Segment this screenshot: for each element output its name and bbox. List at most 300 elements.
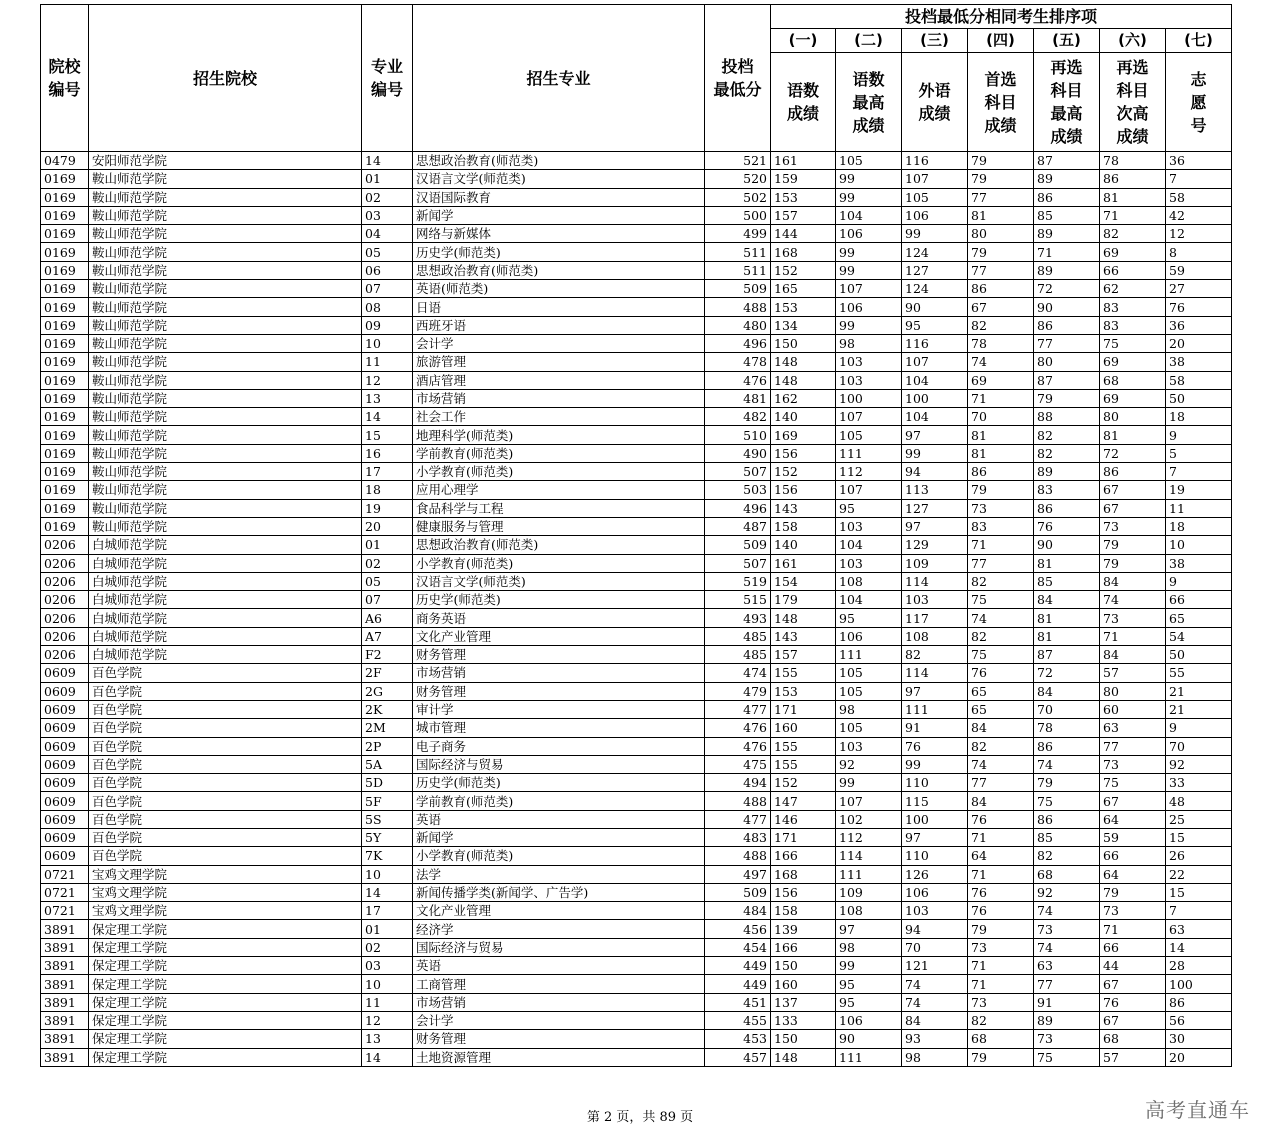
- cell-score-3: 117: [902, 609, 968, 627]
- cell-school-code: 0609: [41, 719, 89, 737]
- cell-min-score: 496: [705, 334, 771, 352]
- cell-score-6: 75: [1100, 334, 1166, 352]
- table-row: [41, 646, 1232, 664]
- cell-school-code: 0721: [41, 902, 89, 920]
- cell-score-6: 84: [1100, 646, 1166, 664]
- cell-score-2: 102: [836, 810, 902, 828]
- cell-school-code: 0206: [41, 646, 89, 664]
- cell-major-name: 健康服务与管理: [413, 517, 705, 535]
- cell-score-2: 104: [836, 536, 902, 554]
- cell-school-code: 0206: [41, 572, 89, 590]
- cell-score-3: 110: [902, 774, 968, 792]
- cell-major-name: 新闻传播学类(新闻学、广告学): [413, 883, 705, 901]
- cell-school-name: 鞍山师范学院: [89, 243, 362, 261]
- table-row: [41, 572, 1232, 590]
- cell-major-code: 5D: [362, 774, 413, 792]
- cell-score-7: 33: [1166, 774, 1232, 792]
- cell-major-code: 17: [362, 902, 413, 920]
- cell-major-code: 01: [362, 536, 413, 554]
- cell-score-5: 89: [1034, 170, 1100, 188]
- cell-score-3: 113: [902, 481, 968, 499]
- cell-major-name: 小学教育(师范类): [413, 463, 705, 481]
- cell-score-5: 70: [1034, 700, 1100, 718]
- cell-score-4: 84: [968, 719, 1034, 737]
- cell-score-4: 73: [968, 499, 1034, 517]
- cell-min-score: 456: [705, 920, 771, 938]
- cell-major-name: 城市管理: [413, 719, 705, 737]
- cell-score-1: 160: [771, 719, 836, 737]
- cell-school-code: 0169: [41, 517, 89, 535]
- cell-score-1: 139: [771, 920, 836, 938]
- cell-score-1: 153: [771, 682, 836, 700]
- header-tiebreak-num: (五): [1034, 29, 1100, 53]
- cell-school-name: 宝鸡文理学院: [89, 902, 362, 920]
- cell-score-2: 104: [836, 206, 902, 224]
- cell-major-name: 网络与新媒体: [413, 225, 705, 243]
- cell-major-code: 10: [362, 975, 413, 993]
- cell-major-code: 5S: [362, 810, 413, 828]
- table-body: [41, 152, 1232, 1067]
- cell-major-code: 5A: [362, 755, 413, 773]
- cell-school-name: 鞍山师范学院: [89, 389, 362, 407]
- cell-major-code: 14: [362, 152, 413, 170]
- cell-score-3: 111: [902, 700, 968, 718]
- cell-score-4: 77: [968, 261, 1034, 279]
- cell-score-3: 116: [902, 152, 968, 170]
- cell-score-5: 89: [1034, 261, 1100, 279]
- cell-score-1: 158: [771, 517, 836, 535]
- cell-score-4: 86: [968, 463, 1034, 481]
- cell-school-code: 0169: [41, 444, 89, 462]
- cell-score-7: 42: [1166, 206, 1232, 224]
- cell-score-2: 114: [836, 847, 902, 865]
- cell-score-3: 93: [902, 1030, 968, 1048]
- cell-school-code: 0169: [41, 408, 89, 426]
- cell-school-name: 鞍山师范学院: [89, 261, 362, 279]
- cell-score-6: 81: [1100, 426, 1166, 444]
- cell-school-name: 鞍山师范学院: [89, 298, 362, 316]
- cell-school-code: 0609: [41, 664, 89, 682]
- cell-score-6: 44: [1100, 957, 1166, 975]
- cell-score-5: 73: [1034, 920, 1100, 938]
- cell-major-code: 04: [362, 225, 413, 243]
- cell-score-4: 81: [968, 426, 1034, 444]
- cell-major-name: 汉语言文学(师范类): [413, 170, 705, 188]
- cell-score-1: 143: [771, 499, 836, 517]
- header-major-code: 专业 编号: [362, 5, 413, 152]
- cell-major-name: 小学教育(师范类): [413, 554, 705, 572]
- cell-score-4: 73: [968, 993, 1034, 1011]
- cell-score-2: 99: [836, 316, 902, 334]
- cell-score-1: 168: [771, 865, 836, 883]
- cell-school-code: 0169: [41, 243, 89, 261]
- cell-major-name: 法学: [413, 865, 705, 883]
- cell-score-2: 90: [836, 1030, 902, 1048]
- cell-score-1: 133: [771, 1011, 836, 1029]
- table-row: [41, 206, 1232, 224]
- cell-score-4: 73: [968, 938, 1034, 956]
- cell-min-score: 484: [705, 902, 771, 920]
- cell-score-5: 84: [1034, 591, 1100, 609]
- cell-min-score: 478: [705, 353, 771, 371]
- cell-score-4: 83: [968, 517, 1034, 535]
- cell-score-7: 58: [1166, 188, 1232, 206]
- cell-score-5: 88: [1034, 408, 1100, 426]
- cell-score-1: 153: [771, 298, 836, 316]
- cell-score-6: 79: [1100, 554, 1166, 572]
- cell-school-code: 0169: [41, 353, 89, 371]
- cell-score-6: 69: [1100, 389, 1166, 407]
- cell-score-7: 54: [1166, 627, 1232, 645]
- cell-score-1: 148: [771, 609, 836, 627]
- cell-min-score: 487: [705, 517, 771, 535]
- cell-school-name: 鞍山师范学院: [89, 408, 362, 426]
- cell-score-1: 137: [771, 993, 836, 1011]
- cell-score-7: 48: [1166, 792, 1232, 810]
- header-tiebreak-label: 外语 成绩: [902, 53, 968, 152]
- cell-score-1: 154: [771, 572, 836, 590]
- cell-score-7: 56: [1166, 1011, 1232, 1029]
- table-row: [41, 316, 1232, 334]
- cell-score-3: 127: [902, 261, 968, 279]
- cell-score-3: 106: [902, 883, 968, 901]
- cell-min-score: 457: [705, 1048, 771, 1066]
- cell-school-name: 百色学院: [89, 719, 362, 737]
- cell-school-name: 鞍山师范学院: [89, 444, 362, 462]
- header-tiebreak-num: (二): [836, 29, 902, 53]
- header-tiebreak-label: 再选 科目 次高 成绩: [1100, 53, 1166, 152]
- cell-score-2: 111: [836, 444, 902, 462]
- cell-score-7: 9: [1166, 426, 1232, 444]
- table-row: [41, 152, 1232, 170]
- cell-score-3: 97: [902, 828, 968, 846]
- cell-score-5: 75: [1034, 792, 1100, 810]
- cell-score-2: 92: [836, 755, 902, 773]
- cell-school-name: 百色学院: [89, 847, 362, 865]
- table-row: [41, 408, 1232, 426]
- cell-score-1: 162: [771, 389, 836, 407]
- table-row: [41, 481, 1232, 499]
- cell-min-score: 449: [705, 975, 771, 993]
- cell-score-2: 107: [836, 280, 902, 298]
- cell-school-code: 3891: [41, 957, 89, 975]
- cell-school-code: 3891: [41, 938, 89, 956]
- cell-major-code: 15: [362, 426, 413, 444]
- cell-score-3: 127: [902, 499, 968, 517]
- cell-major-code: 2F: [362, 664, 413, 682]
- cell-score-6: 62: [1100, 280, 1166, 298]
- cell-min-score: 520: [705, 170, 771, 188]
- cell-score-7: 70: [1166, 737, 1232, 755]
- cell-score-3: 97: [902, 682, 968, 700]
- cell-score-2: 99: [836, 170, 902, 188]
- table-row: [41, 261, 1232, 279]
- cell-score-1: 146: [771, 810, 836, 828]
- cell-score-3: 114: [902, 664, 968, 682]
- table-row: [41, 883, 1232, 901]
- cell-major-name: 英语(师范类): [413, 280, 705, 298]
- cell-major-name: 国际经济与贸易: [413, 755, 705, 773]
- cell-score-2: 103: [836, 371, 902, 389]
- cell-score-2: 99: [836, 243, 902, 261]
- cell-min-score: 481: [705, 389, 771, 407]
- cell-score-6: 67: [1100, 499, 1166, 517]
- cell-school-code: 0169: [41, 280, 89, 298]
- cell-major-name: 审计学: [413, 700, 705, 718]
- cell-score-6: 74: [1100, 591, 1166, 609]
- cell-major-code: 13: [362, 1030, 413, 1048]
- cell-school-name: 宝鸡文理学院: [89, 883, 362, 901]
- table-row: [41, 225, 1232, 243]
- cell-school-code: 0609: [41, 755, 89, 773]
- cell-score-5: 81: [1034, 627, 1100, 645]
- cell-school-code: 0169: [41, 426, 89, 444]
- cell-major-name: 财务管理: [413, 682, 705, 700]
- cell-score-2: 105: [836, 426, 902, 444]
- cell-school-code: 0721: [41, 865, 89, 883]
- cell-score-1: 140: [771, 536, 836, 554]
- cell-major-name: 市场营销: [413, 664, 705, 682]
- cell-score-4: 82: [968, 737, 1034, 755]
- cell-score-7: 30: [1166, 1030, 1232, 1048]
- cell-score-7: 20: [1166, 1048, 1232, 1066]
- table-row: [41, 828, 1232, 846]
- cell-min-score: 494: [705, 774, 771, 792]
- cell-major-code: 10: [362, 334, 413, 352]
- table-row: [41, 1011, 1232, 1029]
- cell-school-code: 0169: [41, 316, 89, 334]
- cell-score-6: 77: [1100, 737, 1166, 755]
- cell-score-5: 90: [1034, 298, 1100, 316]
- cell-score-3: 129: [902, 536, 968, 554]
- cell-score-7: 55: [1166, 664, 1232, 682]
- cell-school-code: 0609: [41, 810, 89, 828]
- table-row: [41, 902, 1232, 920]
- cell-score-7: 86: [1166, 993, 1232, 1011]
- cell-min-score: 479: [705, 682, 771, 700]
- cell-score-7: 19: [1166, 481, 1232, 499]
- cell-score-7: 15: [1166, 828, 1232, 846]
- cell-score-4: 81: [968, 444, 1034, 462]
- cell-score-6: 57: [1100, 664, 1166, 682]
- cell-school-name: 鞍山师范学院: [89, 426, 362, 444]
- cell-score-5: 77: [1034, 334, 1100, 352]
- table-row: [41, 499, 1232, 517]
- cell-major-code: A6: [362, 609, 413, 627]
- table-row: [41, 1030, 1232, 1048]
- cell-score-6: 83: [1100, 298, 1166, 316]
- cell-score-3: 99: [902, 444, 968, 462]
- cell-score-3: 100: [902, 389, 968, 407]
- cell-score-4: 81: [968, 206, 1034, 224]
- cell-major-code: 02: [362, 554, 413, 572]
- cell-major-name: 食品科学与工程: [413, 499, 705, 517]
- cell-school-name: 百色学院: [89, 810, 362, 828]
- cell-score-6: 71: [1100, 206, 1166, 224]
- cell-score-2: 109: [836, 883, 902, 901]
- header-tiebreak-label: 语数 成绩: [771, 53, 836, 152]
- cell-min-score: 499: [705, 225, 771, 243]
- cell-score-5: 86: [1034, 316, 1100, 334]
- cell-score-5: 74: [1034, 755, 1100, 773]
- cell-score-1: 150: [771, 1030, 836, 1048]
- cell-score-1: 155: [771, 664, 836, 682]
- cell-score-6: 66: [1100, 938, 1166, 956]
- cell-score-7: 10: [1166, 536, 1232, 554]
- cell-major-code: 11: [362, 993, 413, 1011]
- cell-major-name: 日语: [413, 298, 705, 316]
- cell-school-name: 保定理工学院: [89, 1048, 362, 1066]
- cell-major-name: 财务管理: [413, 1030, 705, 1048]
- table-row: [41, 463, 1232, 481]
- cell-score-7: 5: [1166, 444, 1232, 462]
- cell-score-2: 111: [836, 646, 902, 664]
- cell-score-5: 85: [1034, 206, 1100, 224]
- cell-score-2: 103: [836, 737, 902, 755]
- cell-score-4: 68: [968, 1030, 1034, 1048]
- cell-score-4: 71: [968, 536, 1034, 554]
- cell-score-6: 64: [1100, 810, 1166, 828]
- cell-score-7: 50: [1166, 389, 1232, 407]
- cell-score-1: 134: [771, 316, 836, 334]
- header-school-code: 院校 编号: [41, 5, 89, 152]
- cell-major-code: 02: [362, 188, 413, 206]
- table-row: [41, 719, 1232, 737]
- cell-score-7: 38: [1166, 554, 1232, 572]
- cell-score-5: 79: [1034, 389, 1100, 407]
- table-row: [41, 389, 1232, 407]
- table-row: [41, 517, 1232, 535]
- cell-school-name: 鞍山师范学院: [89, 316, 362, 334]
- cell-score-4: 77: [968, 554, 1034, 572]
- cell-school-code: 0609: [41, 847, 89, 865]
- cell-score-7: 50: [1166, 646, 1232, 664]
- cell-school-code: 0169: [41, 463, 89, 481]
- cell-major-code: 14: [362, 1048, 413, 1066]
- cell-score-6: 67: [1100, 792, 1166, 810]
- table-row: [41, 353, 1232, 371]
- cell-school-code: 0169: [41, 481, 89, 499]
- cell-min-score: 496: [705, 499, 771, 517]
- cell-school-name: 百色学院: [89, 664, 362, 682]
- cell-min-score: 521: [705, 152, 771, 170]
- cell-score-1: 140: [771, 408, 836, 426]
- cell-score-4: 65: [968, 700, 1034, 718]
- cell-min-score: 453: [705, 1030, 771, 1048]
- table-row: [41, 536, 1232, 554]
- cell-major-name: 思想政治教育(师范类): [413, 261, 705, 279]
- cell-score-7: 21: [1166, 682, 1232, 700]
- cell-score-6: 69: [1100, 243, 1166, 261]
- cell-score-2: 107: [836, 481, 902, 499]
- cell-score-7: 9: [1166, 719, 1232, 737]
- cell-score-1: 152: [771, 261, 836, 279]
- cell-score-1: 179: [771, 591, 836, 609]
- cell-score-5: 86: [1034, 810, 1100, 828]
- cell-score-5: 89: [1034, 225, 1100, 243]
- cell-score-2: 107: [836, 792, 902, 810]
- table-row: [41, 188, 1232, 206]
- cell-score-1: 148: [771, 353, 836, 371]
- cell-score-7: 76: [1166, 298, 1232, 316]
- cell-score-5: 74: [1034, 938, 1100, 956]
- cell-major-name: 旅游管理: [413, 353, 705, 371]
- cell-score-1: 161: [771, 152, 836, 170]
- cell-school-code: 0609: [41, 737, 89, 755]
- cell-school-name: 宝鸡文理学院: [89, 865, 362, 883]
- cell-score-2: 98: [836, 938, 902, 956]
- cell-score-2: 99: [836, 188, 902, 206]
- cell-score-2: 105: [836, 664, 902, 682]
- cell-score-7: 38: [1166, 353, 1232, 371]
- cell-score-6: 57: [1100, 1048, 1166, 1066]
- header-tiebreak-label: 语数 最高 成绩: [836, 53, 902, 152]
- cell-major-name: 汉语言文学(师范类): [413, 572, 705, 590]
- cell-school-name: 鞍山师范学院: [89, 481, 362, 499]
- cell-score-7: 59: [1166, 261, 1232, 279]
- cell-score-3: 104: [902, 371, 968, 389]
- table-row: [41, 371, 1232, 389]
- cell-major-name: 土地资源管理: [413, 1048, 705, 1066]
- cell-score-4: 67: [968, 298, 1034, 316]
- table-row: [41, 700, 1232, 718]
- cell-school-code: 0169: [41, 170, 89, 188]
- cell-score-5: 75: [1034, 1048, 1100, 1066]
- cell-score-6: 63: [1100, 719, 1166, 737]
- cell-major-name: 学前教育(师范类): [413, 444, 705, 462]
- cell-major-name: 思想政治教育(师范类): [413, 152, 705, 170]
- cell-score-4: 76: [968, 883, 1034, 901]
- cell-score-5: 87: [1034, 371, 1100, 389]
- cell-score-5: 86: [1034, 737, 1100, 755]
- table-row: [41, 298, 1232, 316]
- cell-score-2: 105: [836, 719, 902, 737]
- cell-score-5: 82: [1034, 444, 1100, 462]
- table-row: [41, 847, 1232, 865]
- cell-major-code: 2M: [362, 719, 413, 737]
- cell-score-6: 73: [1100, 755, 1166, 773]
- cell-score-4: 71: [968, 975, 1034, 993]
- cell-score-5: 81: [1034, 554, 1100, 572]
- cell-score-6: 64: [1100, 865, 1166, 883]
- cell-score-3: 99: [902, 755, 968, 773]
- cell-score-3: 76: [902, 737, 968, 755]
- cell-min-score: 485: [705, 627, 771, 645]
- cell-school-name: 百色学院: [89, 755, 362, 773]
- cell-score-4: 77: [968, 774, 1034, 792]
- cell-score-4: 79: [968, 481, 1034, 499]
- table-row: [41, 865, 1232, 883]
- cell-score-4: 79: [968, 152, 1034, 170]
- cell-score-6: 69: [1100, 353, 1166, 371]
- cell-score-2: 100: [836, 389, 902, 407]
- cell-score-2: 103: [836, 353, 902, 371]
- cell-school-name: 白城师范学院: [89, 572, 362, 590]
- cell-score-1: 143: [771, 627, 836, 645]
- cell-score-7: 92: [1166, 755, 1232, 773]
- table-row: [41, 810, 1232, 828]
- cell-score-3: 106: [902, 206, 968, 224]
- cell-school-code: 0206: [41, 536, 89, 554]
- cell-major-name: 学前教育(师范类): [413, 792, 705, 810]
- cell-score-1: 144: [771, 225, 836, 243]
- cell-score-7: 7: [1166, 902, 1232, 920]
- cell-score-5: 78: [1034, 719, 1100, 737]
- cell-score-5: 86: [1034, 499, 1100, 517]
- header-min-score: 投档 最低分: [705, 5, 771, 152]
- cell-major-name: 会计学: [413, 334, 705, 352]
- cell-major-code: 07: [362, 591, 413, 609]
